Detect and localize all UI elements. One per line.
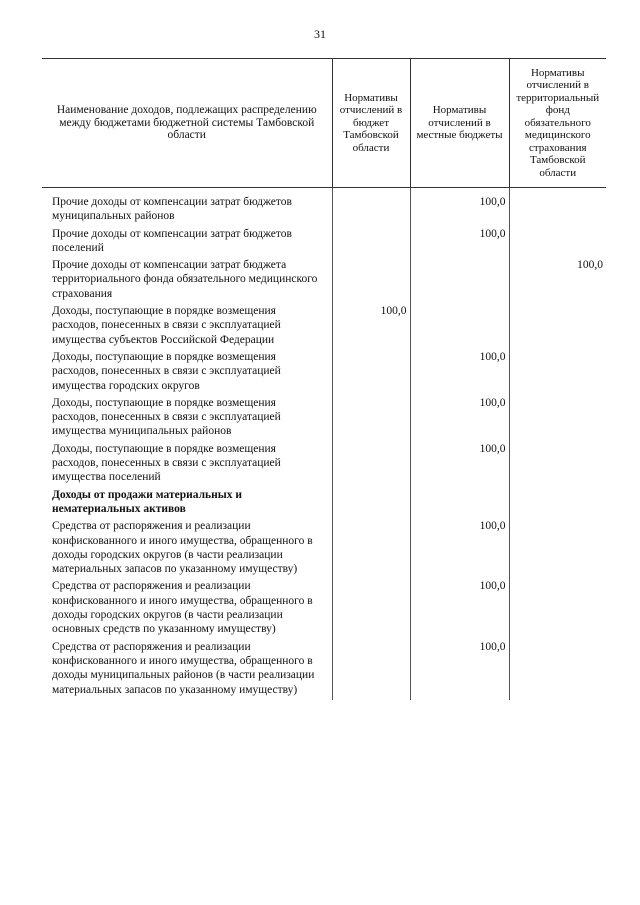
fund-norm-cell: 100,0: [509, 258, 606, 304]
fund-norm-cell: [509, 640, 606, 700]
revenue-name-cell: Прочие доходы от компенсации затрат бюджетов муниципальных районов: [52, 196, 292, 223]
revenue-name-cell: Доходы, поступающие в порядке возмещения расходов, понесенных в связи с эксплуатацией имущества городских округов: [52, 350, 281, 392]
local-norm-cell: 100,0: [410, 640, 509, 700]
table-row: [42, 579, 606, 639]
fund-norm-cell: [509, 488, 606, 520]
local-norm-cell: 100,0: [410, 442, 509, 488]
fund-norm-cell: [509, 396, 606, 442]
revenue-name-cell: Доходы от продажи материальных и нематериальных активов: [52, 488, 242, 515]
table-row: [42, 640, 606, 700]
regional-norm-cell: [332, 442, 410, 488]
table-row: [42, 188, 606, 227]
fund-norm-cell: [509, 579, 606, 639]
revenue-name-cell: Средства от распоряжения и реализации конфискованного и иного имущества, обращенного в доходы муниципальных районов (в части реализации материальных запасов по указанному имуществу): [52, 640, 315, 696]
regional-norm-cell: [332, 519, 410, 579]
table-row: [42, 350, 606, 396]
regional-norm-cell: [332, 579, 410, 639]
fund-norm-cell: [509, 227, 606, 259]
regional-norm-cell: [332, 396, 410, 442]
revenue-name-cell: Доходы, поступающие в порядке возмещения расходов, понесенных в связи с эксплуатацией имущества поселений: [52, 442, 281, 484]
table-row: [42, 258, 606, 304]
local-norm-cell: [410, 258, 509, 304]
table-row: [42, 304, 606, 350]
local-norm-cell: 100,0: [410, 350, 509, 396]
fund-norm-cell: [509, 519, 606, 579]
regional-norm-cell: 100,0: [332, 304, 410, 350]
revenue-name-cell: Доходы, поступающие в порядке возмещения расходов, понесенных в связи с эксплуатацией имущества муниципальных районов: [52, 396, 281, 438]
regional-norm-cell: [332, 640, 410, 700]
revenue-name-cell: Средства от распоряжения и реализации конфискованного и иного имущества, обращенного в доходы городских округов (в части реализации материальных запасов по указанному имуществу): [52, 520, 313, 576]
revenue-name-cell: Доходы, поступающие в порядке возмещения расходов, понесенных в связи с эксплуатацией имущества субъектов Российской Федерации: [52, 305, 281, 346]
regional-norm-cell: [332, 488, 410, 520]
regional-norm-cell: [332, 350, 410, 396]
fund-norm-cell: [509, 350, 606, 396]
local-norm-cell: 100,0: [410, 579, 509, 639]
table-row: [42, 396, 606, 442]
table-row: [42, 519, 606, 579]
local-norm-cell: 100,0: [410, 396, 509, 442]
section-heading-row: [42, 488, 606, 520]
revenue-distribution-table: [42, 58, 606, 700]
local-norm-cell: [410, 304, 509, 350]
regional-norm-cell: [332, 227, 410, 259]
local-norm-cell: 100,0: [410, 227, 509, 259]
regional-norm-cell: [332, 188, 410, 227]
revenue-name-cell: Прочие доходы от компенсации затрат бюджета территориального фонда обязательного медицинского страхования: [52, 259, 318, 300]
fund-norm-cell: [509, 188, 606, 227]
revenue-name-cell: Средства от распоряжения и реализации конфискованного и иного имущества, обращенного в доходы городских округов (в части реализации основных средств по указанному имуществу): [52, 580, 313, 636]
table-header-row: [42, 59, 606, 188]
header-regional-budget: Нормативы отчислений в бюджет Тамбовской области: [332, 59, 410, 188]
revenue-name-cell: Прочие доходы от компенсации затрат бюджетов поселений: [52, 227, 292, 254]
header-revenue-name: Наименование доходов, подлежащих распределению между бюджетами бюджетной системы Тамбовской области: [42, 59, 332, 188]
local-norm-cell: 100,0: [410, 519, 509, 579]
local-norm-cell: [410, 488, 509, 520]
table-row: [42, 442, 606, 488]
table-row: [42, 227, 606, 259]
local-norm-cell: 100,0: [410, 188, 509, 227]
header-medical-fund: Нормативы отчислений в территориальный фонд обязательного медицинского страхования Тамбовской области: [509, 59, 606, 188]
table-body: [42, 188, 606, 700]
fund-norm-cell: [509, 442, 606, 488]
regional-norm-cell: [332, 258, 410, 304]
fund-norm-cell: [509, 304, 606, 350]
header-local-budgets: Нормативы отчислений в местные бюджеты: [410, 59, 509, 188]
page-number: 31: [314, 27, 326, 41]
